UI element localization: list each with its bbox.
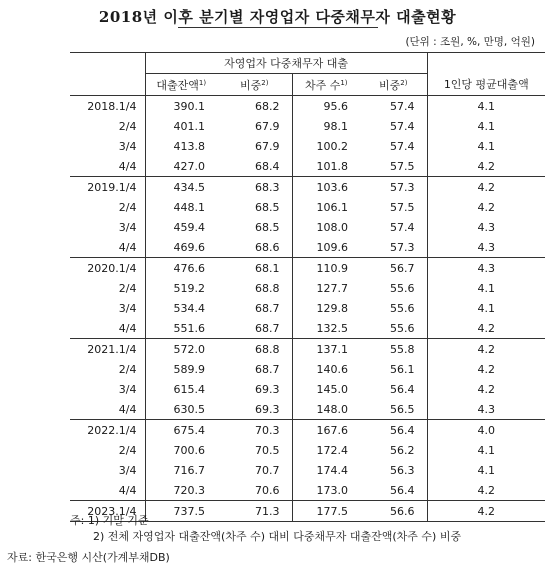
- cell-share2: 57.5: [360, 156, 427, 177]
- cell-avg: 4.3: [427, 399, 545, 420]
- cell-share1: 68.8: [255, 342, 280, 356]
- cell-share2: 57.3: [390, 180, 415, 194]
- cell-period: 3/4: [118, 463, 137, 477]
- cell-borrowers: 132.5: [292, 318, 360, 339]
- table-row: [70, 156, 545, 177]
- cell-share2: 57.4: [390, 99, 415, 113]
- cell-share1: 68.5: [255, 200, 280, 214]
- table-row: [70, 359, 545, 379]
- cell-period: 4/4: [70, 318, 145, 339]
- cell-balance: 630.5: [145, 399, 217, 420]
- cell-share2: 55.8: [390, 342, 415, 356]
- cell-share2: 56.6: [360, 501, 427, 522]
- source-note: 자료: 한국은행 시산(가계부채DB): [7, 551, 170, 564]
- cell-balance: 700.6: [145, 440, 217, 460]
- table-row: [70, 237, 545, 258]
- cell-avg: 4.3: [427, 237, 545, 258]
- table-row: [70, 136, 545, 156]
- cell-balance: 534.4: [145, 298, 217, 318]
- cell-borrowers: 103.6: [292, 177, 360, 198]
- cell-balance: 476.6: [145, 258, 217, 279]
- cell-borrowers: 95.6: [292, 96, 360, 117]
- cell-balance: 390.1: [145, 96, 217, 117]
- cell-borrowers: 127.7: [292, 278, 360, 298]
- cell-avg: 4.2: [427, 156, 545, 177]
- cell-balance: 469.6: [145, 237, 217, 258]
- cell-share2: 56.1: [390, 362, 415, 376]
- cell-period: 3/4: [118, 301, 137, 315]
- cell-balance: 413.8: [145, 136, 217, 156]
- cell-borrowers: 174.4: [292, 460, 360, 480]
- cell-balance: 519.2: [145, 278, 217, 298]
- cell-share1: 68.4: [217, 156, 292, 177]
- cell-share2: 56.3: [390, 463, 415, 477]
- col-header-share1: 비중$^{2)}$: [217, 74, 292, 96]
- cell-balance: 615.4: [145, 379, 217, 399]
- table-row: [70, 379, 545, 399]
- cell-share1: 68.7: [255, 362, 280, 376]
- loan-table: [70, 52, 545, 522]
- cell-borrowers: 110.9: [292, 258, 360, 279]
- cell-share1: 68.3: [255, 180, 280, 194]
- cell-share2: 57.5: [390, 200, 415, 214]
- cell-balance: 401.1: [145, 116, 217, 136]
- cell-avg: 4.2: [427, 501, 545, 522]
- cell-borrowers: 106.1: [292, 197, 360, 217]
- cell-avg: 4.3: [427, 258, 545, 279]
- cell-share2: 56.4: [390, 382, 415, 396]
- cell-borrowers: 129.8: [292, 298, 360, 318]
- cell-share1: 70.6: [217, 480, 292, 501]
- note-2: 2) 전체 자영업자 대출잔액(차주 수) 대비 다중채무자 대출잔액(차주 수) 비중: [93, 530, 462, 543]
- cell-borrowers: 137.1: [292, 339, 360, 360]
- cell-period: 2018.1/4: [87, 99, 137, 113]
- cell-balance: 716.7: [145, 460, 217, 480]
- cell-avg: 4.2: [427, 480, 545, 501]
- note-1: 주: 1) 기말 기준: [70, 514, 149, 527]
- cell-avg: 4.1: [427, 116, 545, 136]
- cell-balance: 427.0: [145, 156, 217, 177]
- cell-avg: 4.1: [427, 136, 545, 156]
- cell-share2: 56.7: [390, 261, 415, 275]
- cell-period: 4/4: [70, 399, 145, 420]
- table-row: [70, 460, 545, 480]
- cell-avg: 4.2: [427, 197, 545, 217]
- cell-share2: 56.2: [390, 443, 415, 457]
- cell-borrowers: 173.0: [292, 480, 360, 501]
- cell-share1: 70.7: [255, 463, 280, 477]
- table-row: [70, 318, 545, 339]
- cell-share1: 68.6: [217, 237, 292, 258]
- cell-balance: 434.5: [145, 177, 217, 198]
- table-row: [70, 298, 545, 318]
- cell-period: 2/4: [118, 200, 137, 214]
- cell-avg: 4.2: [427, 177, 545, 198]
- cell-period: 2021.1/4: [87, 342, 137, 356]
- cell-avg: 4.1: [427, 298, 545, 318]
- cell-avg: 4.1: [427, 440, 545, 460]
- cell-share1: 68.2: [255, 99, 280, 113]
- cell-borrowers: 148.0: [292, 399, 360, 420]
- cell-avg: 4.2: [427, 379, 545, 399]
- cell-borrowers: 108.0: [292, 217, 360, 237]
- cell-balance: 589.9: [145, 359, 217, 379]
- cell-period: 2020.1/4: [87, 261, 137, 275]
- table-row: [70, 258, 545, 279]
- cell-share1: 69.3: [217, 399, 292, 420]
- cell-balance: 572.0: [145, 339, 217, 360]
- notes: [70, 513, 461, 545]
- group-header: 자영업자 다중채무자 대출: [145, 53, 427, 74]
- cell-avg: 4.0: [427, 420, 545, 441]
- cell-share2: 55.6: [390, 281, 415, 295]
- table-row: [70, 177, 545, 198]
- col-header-balance: 대출잔액$^{1)}$: [145, 74, 217, 96]
- cell-period: 2/4: [118, 443, 137, 457]
- cell-share1: 69.3: [255, 382, 280, 396]
- cell-share2: 57.3: [360, 237, 427, 258]
- table-row: [70, 278, 545, 298]
- table-row: [70, 116, 545, 136]
- page-title: 2018년 이후 분기별 자영업자 다중채무자 대출현황: [98, 8, 457, 26]
- cell-borrowers: 98.1: [292, 116, 360, 136]
- table-row: [70, 420, 545, 441]
- cell-borrowers: 145.0: [292, 379, 360, 399]
- cell-share1: 70.3: [255, 423, 280, 437]
- cell-avg: 4.2: [427, 339, 545, 360]
- cell-borrowers: 172.4: [292, 440, 360, 460]
- cell-period: 4/4: [70, 237, 145, 258]
- cell-balance: 459.4: [145, 217, 217, 237]
- cell-share2: 57.4: [390, 119, 415, 133]
- cell-share1: 68.7: [217, 318, 292, 339]
- col-header-avg: 1인당 평균대출액: [427, 74, 545, 96]
- cell-share1: 67.9: [255, 139, 280, 153]
- cell-period: 2019.1/4: [87, 180, 137, 194]
- table-row: [70, 339, 545, 360]
- table-row: [70, 440, 545, 460]
- cell-share2: 55.6: [390, 301, 415, 315]
- cell-avg: 4.2: [427, 318, 545, 339]
- cell-balance: 448.1: [145, 197, 217, 217]
- table-row: [70, 96, 545, 117]
- cell-period: 2/4: [118, 281, 137, 295]
- cell-period: 2023.1/4: [70, 501, 145, 522]
- cell-period: 2/4: [118, 362, 137, 376]
- table-row: [70, 217, 545, 237]
- cell-balance: 737.5: [145, 501, 217, 522]
- cell-avg: 4.2: [427, 359, 545, 379]
- cell-avg: 4.1: [427, 278, 545, 298]
- cell-borrowers: 109.6: [292, 237, 360, 258]
- cell-share2: 57.4: [390, 220, 415, 234]
- cell-share2: 57.4: [390, 139, 415, 153]
- cell-balance: 551.6: [145, 318, 217, 339]
- cell-share1: 68.1: [255, 261, 280, 275]
- cell-period: 4/4: [70, 156, 145, 177]
- cell-share1: 68.7: [255, 301, 280, 315]
- unit-label: (단위 : 조원, %, 만명, 억원): [405, 36, 535, 48]
- cell-period: 3/4: [118, 220, 137, 234]
- col-header-borrowers: 차주 수$^{1)}$: [292, 74, 360, 96]
- cell-share1: 67.9: [255, 119, 280, 133]
- cell-borrowers: 177.5: [292, 501, 360, 522]
- col-header-share2: 비중$^{2)}$: [360, 74, 427, 96]
- cell-share2: 56.4: [360, 480, 427, 501]
- cell-period: 4/4: [70, 480, 145, 501]
- cell-period: 2022.1/4: [87, 423, 137, 437]
- cell-share1: 68.8: [255, 281, 280, 295]
- table-row: [70, 480, 545, 501]
- table-row: [70, 399, 545, 420]
- cell-balance: 675.4: [145, 420, 217, 441]
- cell-period: 3/4: [118, 382, 137, 396]
- cell-period: 3/4: [118, 139, 137, 153]
- cell-borrowers: 101.8: [292, 156, 360, 177]
- cell-share2: 56.5: [360, 399, 427, 420]
- cell-borrowers: 167.6: [292, 420, 360, 441]
- table-row: [70, 197, 545, 217]
- cell-share1: 70.5: [255, 443, 280, 457]
- cell-share1: 68.5: [255, 220, 280, 234]
- cell-share2: 55.6: [360, 318, 427, 339]
- cell-share2: 56.4: [390, 423, 415, 437]
- cell-period: 2/4: [118, 119, 137, 133]
- cell-borrowers: 100.2: [292, 136, 360, 156]
- title-underline: [178, 27, 378, 28]
- cell-balance: 720.3: [145, 480, 217, 501]
- cell-avg: 4.1: [427, 460, 545, 480]
- cell-avg: 4.1: [427, 96, 545, 117]
- cell-borrowers: 140.6: [292, 359, 360, 379]
- cell-avg: 4.3: [427, 217, 545, 237]
- cell-share1: 71.3: [217, 501, 292, 522]
